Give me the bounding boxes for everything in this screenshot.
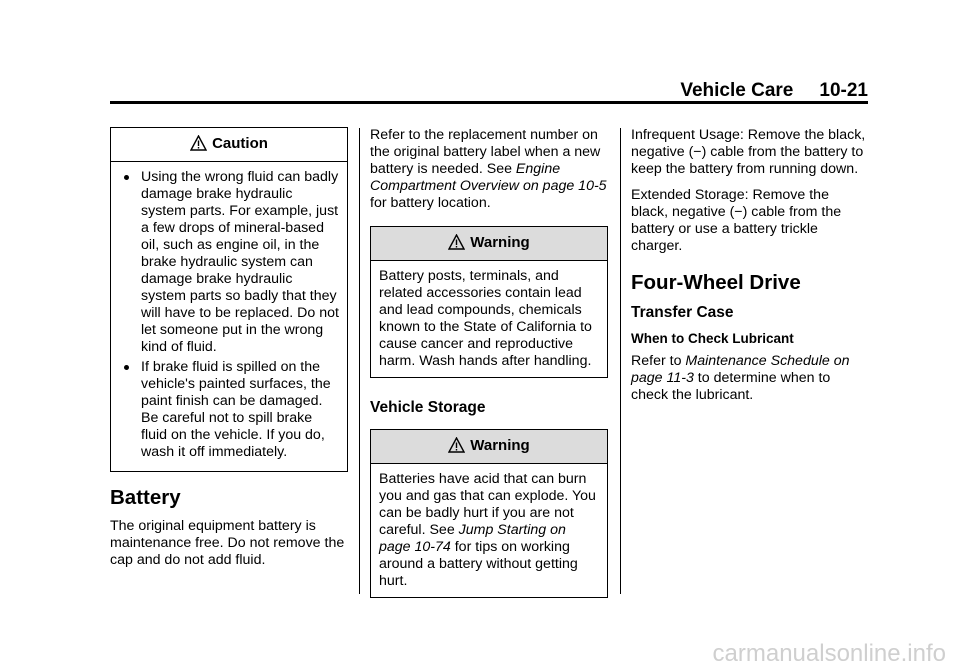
engine-compartment-link[interactable]: Engine Compartment Overview on page 10-5 — [370, 161, 607, 194]
header-rule — [110, 101, 868, 104]
infrequent-usage-text: Infrequent Usage: Remove the black, negative (−) cable from the battery to keep the battery from running down. — [631, 127, 866, 177]
section-title: Vehicle Care — [680, 80, 794, 101]
caution-body — [111, 162, 347, 471]
column-divider-1 — [359, 128, 360, 594]
four-wheel-drive-heading: Four-Wheel Drive — [631, 271, 801, 294]
paragraph-text: for battery location. — [370, 195, 491, 211]
warning-text: Batteries have acid that can burn you and gas that can explode. You can be badly hurt if you are not careful. See — [379, 471, 596, 538]
list-item — [119, 359, 341, 461]
jump-starting-link[interactable]: Jump Starting on page 10-74 — [379, 522, 566, 555]
caution-box — [110, 127, 348, 472]
warning-text: for tips on working around a battery without getting hurt. — [379, 539, 578, 589]
warning-body — [371, 464, 607, 597]
warning-box-acid — [370, 429, 608, 598]
warning-header — [371, 430, 607, 464]
warning-header — [371, 227, 607, 261]
battery-text: The original equipment battery is maintenance free. Do not remove the cap and do not add fluid. — [110, 518, 345, 568]
caution-header — [111, 128, 347, 162]
column-1 — [110, 127, 348, 578]
paragraph-text: to determine when to check the lubricant. — [631, 370, 831, 403]
warning-box-lead — [370, 226, 608, 378]
warning-title: Warning — [470, 234, 530, 251]
warning-triangle-icon — [448, 234, 465, 254]
watermark: carmanualsonline.info — [712, 640, 946, 667]
lubricant-paragraph — [631, 353, 869, 404]
caution-bullet-text: Using the wrong fluid can badly damage brake hydraulic system parts. For example, just a few drops of mineral-based oil, such as engine oil, in the brake hydraulic system can damage brake hydraulic system parts so badly that they will have to be replaced. Do not let someone put in the wrong kind of fluid. — [141, 169, 339, 355]
check-lubricant-heading: When to Check Lubricant — [631, 331, 794, 346]
replacement-paragraph — [370, 127, 608, 212]
caution-title: Caution — [212, 135, 268, 152]
transfer-case-heading: Transfer Case — [631, 304, 734, 321]
paragraph-text: Refer to the replacement number on the original battery label when a new battery is needed. See — [370, 127, 601, 177]
bullet-icon — [124, 365, 129, 370]
maintenance-schedule-link[interactable]: Maintenance Schedule on page 11-3 — [631, 353, 850, 386]
warning-body: Battery posts, terminals, and related accessories contain lead and lead compounds, chemicals known to the State of California to cause cancer and reproductive harm. Wash hands after handling. — [379, 268, 592, 369]
column-3 — [631, 127, 869, 413]
column-2 — [370, 127, 608, 612]
paragraph-text: Refer to — [631, 353, 686, 369]
extended-storage-text: Extended Storage: Remove the black, negative (−) cable from the battery or use a battery trickle charger. — [631, 187, 842, 254]
caution-bullet-text: If brake fluid is spilled on the vehicle's painted surfaces, the paint finish can be damaged. Be careful not to spill brake fluid on the vehicle. If you do, wash it off immediately. — [141, 359, 331, 460]
warning-triangle-icon — [448, 437, 465, 457]
page-header — [110, 80, 868, 102]
vehicle-storage-heading: Vehicle Storage — [370, 399, 486, 416]
warning-title: Warning — [470, 437, 530, 454]
list-item — [119, 169, 341, 356]
page-number: 10-21 — [819, 80, 868, 101]
column-divider-2 — [620, 128, 621, 594]
battery-heading: Battery — [110, 486, 181, 509]
bullet-icon — [124, 175, 129, 180]
warning-triangle-icon — [190, 135, 207, 155]
